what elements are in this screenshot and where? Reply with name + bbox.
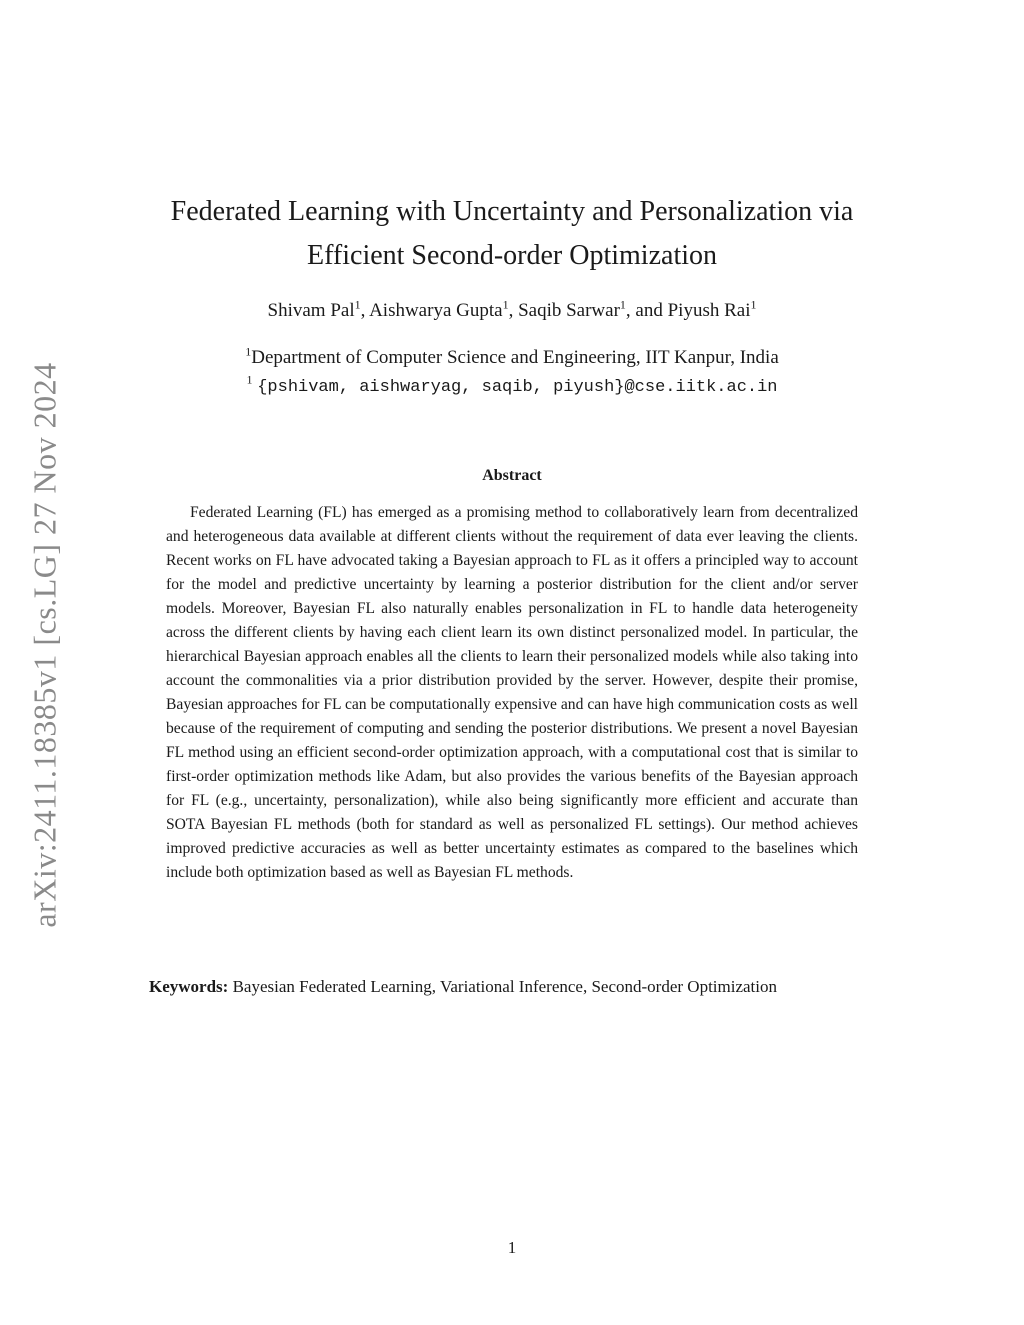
affiliation-text: Department of Computer Science and Engineering, IIT Kanpur, India bbox=[251, 347, 779, 368]
arxiv-identifier-stamp: arXiv:2411.18385v1 [cs.LG] 27 Nov 2024 bbox=[26, 362, 63, 928]
author-affiliation-mark: 1 bbox=[502, 297, 509, 312]
author-affiliation-mark: 1 bbox=[619, 297, 626, 312]
author-affiliation-mark: 1 bbox=[354, 297, 361, 312]
paper-title bbox=[0, 190, 1024, 278]
keywords-label: Keywords: bbox=[149, 977, 229, 996]
keywords-line bbox=[149, 975, 909, 999]
author-name: Aishwarya Gupta bbox=[369, 300, 503, 321]
abstract-heading: Abstract bbox=[482, 467, 542, 484]
paper-title-line-2: Efficient Second-order Optimization bbox=[306, 240, 718, 271]
author-separator: , bbox=[360, 300, 370, 321]
author-list bbox=[0, 298, 1024, 324]
paper-title-line-1: Federated Learning with Uncertainty and Personalization via bbox=[170, 196, 854, 227]
keywords-text: Bayesian Federated Learning, Variational Inference, Second-order Optimization bbox=[232, 977, 777, 996]
author-emails: {pshivam, aishwaryag, saqib, piyush}@cse.iitk.ac.in bbox=[257, 378, 778, 397]
page-number: 1 bbox=[507, 1238, 517, 1257]
author-separator: , bbox=[508, 300, 519, 321]
abstract-text: Federated Learning (FL) has emerged as a promising method to collaboratively learn from decentralized and heterogeneous data available at different clients without the requirement of data ever leaving the clients. Recent works on FL have advocated taking a Bayesian approach to FL as it offers a principled way to account for the model and predictive uncertainty by learning a posterior distribution for the client and/or server models. Moreover, Bayesian FL also naturally enables personalization in FL to handle data heterogeneity across the different clients by having each client learn its own distinct personalized model. In particular, the hierarchical Bayesian approach enables all the clients to learn their personalized models while also taking into account the commonalities via a prior distribution provided by the server. However, despite their promise, Bayesian approaches for FL can be computationally expensive and can have high communication costs as well because of the requirement of computing and sending the posterior distributions. We present a novel Bayesian FL method using an efficient second-order optimization approach, with a computational cost that is similar to first-order optimization methods like Adam, but also provides the various benefits of the Bayesian approach for FL (e.g., uncertainty, personalization), while also being significantly more efficient and accurate than SOTA Bayesian FL methods (both for standard as well as personalized FL settings). Our method achieves improved predictive accuracies as well as better uncertainty estimates as compared to the baselines which include both optimization based as well as Bayesian FL methods. bbox=[166, 504, 858, 881]
author-separator: , and bbox=[625, 300, 668, 321]
affiliation-mark: 1 bbox=[245, 344, 252, 359]
email-affiliation-mark: 1 bbox=[246, 372, 253, 387]
author-name: Saqib Sarwar bbox=[518, 300, 620, 321]
author-affiliation-mark: 1 bbox=[750, 297, 757, 312]
author-name: Piyush Rai bbox=[667, 300, 751, 321]
affiliation-line bbox=[0, 344, 1024, 372]
author-name: Shivam Pal bbox=[267, 300, 355, 321]
affiliation-block bbox=[0, 344, 1024, 402]
email-line bbox=[0, 372, 1024, 402]
